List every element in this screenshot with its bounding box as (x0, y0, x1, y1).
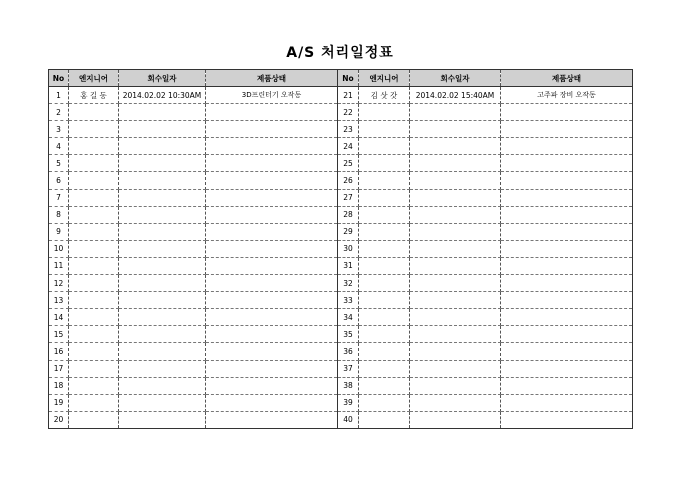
engineer-cell[interactable] (69, 104, 119, 121)
collection-date-cell[interactable] (119, 104, 206, 121)
collection-date-cell[interactable] (410, 172, 501, 189)
row-number-cell[interactable]: 8 (49, 206, 69, 223)
product-status-cell[interactable] (206, 189, 338, 206)
table-row (49, 411, 633, 428)
product-status-cell[interactable] (206, 206, 338, 223)
engineer-cell[interactable] (359, 172, 410, 189)
engineer-cell[interactable] (69, 309, 119, 326)
product-status-cell[interactable] (206, 138, 338, 155)
row-number-cell[interactable]: 24 (338, 138, 359, 155)
product-status-cell[interactable] (501, 206, 633, 223)
engineer-cell[interactable] (359, 309, 410, 326)
product-status-cell[interactable] (501, 292, 633, 309)
product-status-cell[interactable] (501, 155, 633, 172)
product-status-cell[interactable] (206, 104, 338, 121)
engineer-cell[interactable] (359, 206, 410, 223)
collection-date-cell[interactable] (119, 206, 206, 223)
engineer-cell[interactable] (69, 292, 119, 309)
engineer-cell[interactable] (69, 138, 119, 155)
engineer-cell[interactable]: 홍 길 동 (69, 87, 119, 104)
table-row (49, 240, 633, 257)
product-status-cell[interactable] (501, 411, 633, 428)
product-status-cell[interactable] (501, 223, 633, 240)
row-number-cell[interactable]: 18 (49, 377, 69, 394)
collection-date-cell[interactable] (410, 104, 501, 121)
row-number-cell[interactable]: 6 (49, 172, 69, 189)
engineer-cell[interactable] (69, 377, 119, 394)
collection-date-cell[interactable] (119, 326, 206, 343)
collection-date-cell[interactable] (410, 223, 501, 240)
row-number-cell[interactable]: 26 (338, 172, 359, 189)
row-number-cell[interactable]: 3 (49, 121, 69, 138)
product-status-cell[interactable] (206, 275, 338, 292)
product-status-cell[interactable] (206, 292, 338, 309)
row-number-cell[interactable]: 19 (49, 394, 69, 411)
row-number-cell[interactable]: 32 (338, 275, 359, 292)
collection-date-cell[interactable] (119, 240, 206, 257)
header-collection-date: 회수일자 (119, 70, 206, 87)
engineer-cell[interactable] (69, 155, 119, 172)
row-number-cell[interactable]: 38 (338, 377, 359, 394)
product-status-cell[interactable]: 고주파 장비 오작동 (501, 87, 633, 104)
engineer-cell[interactable] (359, 326, 410, 343)
collection-date-cell[interactable] (410, 240, 501, 257)
collection-date-cell[interactable] (119, 275, 206, 292)
engineer-cell[interactable] (359, 292, 410, 309)
product-status-cell[interactable] (501, 360, 633, 377)
engineer-cell[interactable] (69, 189, 119, 206)
collection-date-cell[interactable] (119, 155, 206, 172)
collection-date-cell[interactable] (410, 394, 501, 411)
product-status-cell[interactable]: 3D프린터기 오작동 (206, 87, 338, 104)
header-product-status: 제품상태 (206, 70, 338, 87)
engineer-cell[interactable] (359, 257, 410, 274)
engineer-cell[interactable] (69, 360, 119, 377)
collection-date-cell[interactable] (410, 155, 501, 172)
row-number-cell[interactable]: 12 (49, 275, 69, 292)
collection-date-cell[interactable] (410, 377, 501, 394)
product-status-cell[interactable] (501, 240, 633, 257)
collection-date-cell[interactable] (119, 394, 206, 411)
collection-date-cell[interactable] (119, 223, 206, 240)
collection-date-cell[interactable] (119, 309, 206, 326)
product-status-cell[interactable] (206, 155, 338, 172)
product-status-cell[interactable] (206, 360, 338, 377)
row-number-cell[interactable]: 7 (49, 189, 69, 206)
collection-date-cell[interactable] (410, 257, 501, 274)
engineer-cell[interactable] (69, 326, 119, 343)
collection-date-cell[interactable] (410, 206, 501, 223)
header-engineer: 엔지니어 (69, 70, 119, 87)
row-number-cell[interactable]: 22 (338, 104, 359, 121)
row-number-cell[interactable]: 37 (338, 360, 359, 377)
product-status-cell[interactable] (501, 377, 633, 394)
row-number-cell[interactable]: 27 (338, 189, 359, 206)
table-row (49, 275, 633, 292)
row-number-cell[interactable]: 35 (338, 326, 359, 343)
product-status-cell[interactable] (206, 411, 338, 428)
row-number-cell[interactable]: 29 (338, 223, 359, 240)
collection-date-cell[interactable] (119, 411, 206, 428)
product-status-cell[interactable] (206, 377, 338, 394)
product-status-cell[interactable] (501, 394, 633, 411)
table-row (49, 377, 633, 394)
header-no: No (338, 70, 359, 87)
engineer-cell[interactable] (69, 343, 119, 360)
product-status-cell[interactable] (206, 240, 338, 257)
row-number-cell[interactable]: 2 (49, 104, 69, 121)
product-status-cell[interactable] (206, 309, 338, 326)
table-row (49, 394, 633, 411)
engineer-cell[interactable] (359, 189, 410, 206)
collection-date-cell[interactable] (119, 121, 206, 138)
row-number-cell[interactable]: 20 (49, 411, 69, 428)
row-number-cell[interactable]: 15 (49, 326, 69, 343)
engineer-cell[interactable] (69, 121, 119, 138)
collection-date-cell[interactable] (410, 292, 501, 309)
product-status-cell[interactable] (501, 189, 633, 206)
engineer-cell[interactable] (69, 411, 119, 428)
collection-date-cell[interactable]: 2014.02.02 10:30AM (119, 87, 206, 104)
header-collection-date: 회수일자 (410, 70, 501, 87)
row-number-cell[interactable]: 17 (49, 360, 69, 377)
engineer-cell[interactable] (359, 360, 410, 377)
table-row (49, 206, 633, 223)
collection-date-cell[interactable] (410, 343, 501, 360)
engineer-cell[interactable] (69, 172, 119, 189)
collection-date-cell[interactable] (410, 189, 501, 206)
table-row (49, 223, 633, 240)
collection-date-cell[interactable] (410, 411, 501, 428)
row-number-cell[interactable]: 16 (49, 343, 69, 360)
table-row (49, 360, 633, 377)
product-status-cell[interactable] (206, 257, 338, 274)
row-number-cell[interactable]: 14 (49, 309, 69, 326)
engineer-cell[interactable] (69, 394, 119, 411)
product-status-cell[interactable] (206, 343, 338, 360)
engineer-cell[interactable] (359, 138, 410, 155)
row-number-cell[interactable]: 31 (338, 257, 359, 274)
collection-date-cell[interactable] (410, 360, 501, 377)
table-row (49, 343, 633, 360)
row-number-cell[interactable]: 36 (338, 343, 359, 360)
row-number-cell[interactable]: 23 (338, 121, 359, 138)
collection-date-cell[interactable] (119, 172, 206, 189)
product-status-cell[interactable] (501, 275, 633, 292)
collection-date-cell[interactable] (119, 292, 206, 309)
row-number-cell[interactable]: 13 (49, 292, 69, 309)
table-row (49, 189, 633, 206)
table-row (49, 309, 633, 326)
table-row (49, 172, 633, 189)
engineer-cell[interactable] (69, 257, 119, 274)
table-row (49, 257, 633, 274)
engineer-cell[interactable] (69, 240, 119, 257)
product-status-cell[interactable] (206, 223, 338, 240)
product-status-cell[interactable] (206, 172, 338, 189)
header-engineer: 엔지니어 (359, 70, 410, 87)
product-status-cell[interactable] (501, 138, 633, 155)
collection-date-cell[interactable] (119, 257, 206, 274)
header-no: No (49, 70, 69, 87)
table-row (49, 138, 633, 155)
product-status-cell[interactable] (501, 309, 633, 326)
engineer-cell[interactable] (359, 343, 410, 360)
header-row (49, 70, 633, 87)
engineer-cell[interactable]: 김 삿 갓 (359, 87, 410, 104)
table-row (49, 104, 633, 121)
row-number-cell[interactable]: 40 (338, 411, 359, 428)
engineer-cell[interactable] (69, 206, 119, 223)
row-number-cell[interactable]: 9 (49, 223, 69, 240)
row-number-cell[interactable]: 33 (338, 292, 359, 309)
table-row (49, 121, 633, 138)
product-status-cell[interactable] (501, 172, 633, 189)
table-row (49, 326, 633, 343)
collection-date-cell[interactable] (119, 360, 206, 377)
table-row (49, 155, 633, 172)
schedule-table (48, 69, 633, 429)
engineer-cell[interactable] (359, 121, 410, 138)
row-number-cell[interactable]: 11 (49, 257, 69, 274)
row-number-cell[interactable]: 1 (49, 87, 69, 104)
table-row (49, 292, 633, 309)
product-status-cell[interactable] (206, 394, 338, 411)
engineer-cell[interactable] (69, 223, 119, 240)
engineer-cell[interactable] (359, 155, 410, 172)
row-number-cell[interactable]: 25 (338, 155, 359, 172)
engineer-cell[interactable] (359, 223, 410, 240)
row-number-cell[interactable]: 30 (338, 240, 359, 257)
row-number-cell[interactable]: 34 (338, 309, 359, 326)
engineer-cell[interactable] (359, 411, 410, 428)
engineer-cell[interactable] (359, 377, 410, 394)
collection-date-cell[interactable] (410, 121, 501, 138)
table-row (49, 87, 633, 104)
product-status-cell[interactable] (206, 121, 338, 138)
collection-date-cell[interactable]: 2014.02.02 15:40AM (410, 87, 501, 104)
engineer-cell[interactable] (359, 394, 410, 411)
collection-date-cell[interactable] (410, 309, 501, 326)
collection-date-cell[interactable] (119, 343, 206, 360)
engineer-cell[interactable] (359, 275, 410, 292)
engineer-cell[interactable] (69, 275, 119, 292)
row-number-cell[interactable]: 5 (49, 155, 69, 172)
collection-date-cell[interactable] (119, 377, 206, 394)
collection-date-cell[interactable] (119, 138, 206, 155)
product-status-cell[interactable] (501, 257, 633, 274)
product-status-cell[interactable] (206, 326, 338, 343)
row-number-cell[interactable]: 4 (49, 138, 69, 155)
product-status-cell[interactable] (501, 326, 633, 343)
product-status-cell[interactable] (501, 121, 633, 138)
collection-date-cell[interactable] (410, 138, 501, 155)
collection-date-cell[interactable] (119, 189, 206, 206)
row-number-cell[interactable]: 21 (338, 87, 359, 104)
engineer-cell[interactable] (359, 104, 410, 121)
page-title: A/S 처리일정표 (286, 45, 394, 61)
collection-date-cell[interactable] (410, 326, 501, 343)
product-status-cell[interactable] (501, 343, 633, 360)
row-number-cell[interactable]: 10 (49, 240, 69, 257)
product-status-cell[interactable] (501, 104, 633, 121)
collection-date-cell[interactable] (410, 275, 501, 292)
engineer-cell[interactable] (359, 240, 410, 257)
row-number-cell[interactable]: 39 (338, 394, 359, 411)
header-product-status: 제품상태 (501, 70, 633, 87)
row-number-cell[interactable]: 28 (338, 206, 359, 223)
